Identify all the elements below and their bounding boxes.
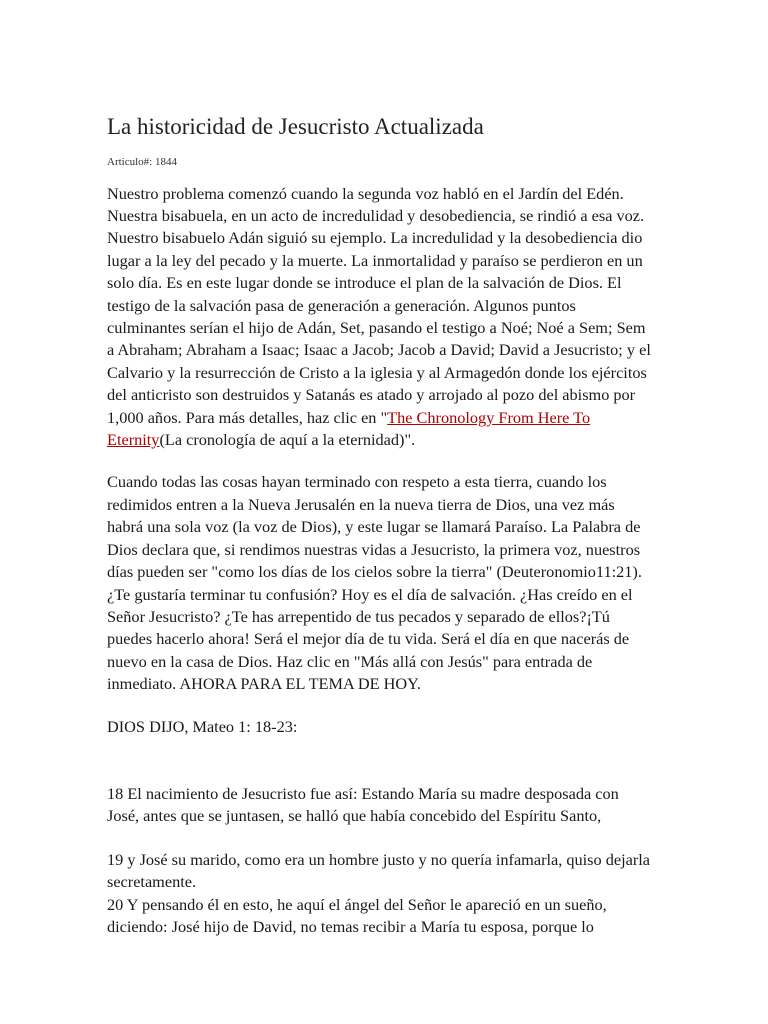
article-meta [107, 156, 652, 168]
paragraph-intro-text: Nuestro problema comenzó cuando la segunda voz habló en el Jardín del Edén. Nuestra bisabuela, en un acto de incredulidad y desobediencia, se rindió a esa voz. Nuestro bisabuelo Adán siguió su ejemplo. La incredulidad y la desobediencia dio lugar a la ley del pecado y la muerte. La inmortalidad y paraíso se perdieron en un solo día. Es en este lugar donde se introduce el plan de la salvación de Dios. El testigo de la salvación pasa de generación a generación. Algunos puntos culminantes serían el hijo de Adán, Set, pasando el testigo a Noé; Noé a Sem; Sem a Abraham; Abraham a Isaac; Isaac a Jacob; Jacob a David; David a Jesucristo; y el Calvario y la resurrección de Cristo a la iglesia y al Armagedón donde los ejércitos del anticristo son destruidos y Satanás es atado y arrojado al pozo del abismo por 1,000 años. Para más detalles, haz clic en " [107, 183, 651, 427]
paragraph-intro [107, 183, 652, 452]
paragraph-salvation: Cuando todas las cosas hayan terminado con respeto a esta tierra, cuando los redimidos entren a la Nueva Jerusalén en la nueva tierra de Dios, una vez más habrá una sola voz (la voz de Dios), y este lugar se llamará Paraíso. La Palabra de Dios declara que, si rendimos nuestras vidas a Jesucristo, la primera voz, nuestros días pueden ser "como los días de los cielos sobre la tierra" (Deuteronomio11:21). ¿Te gustaría terminar tu confusión? Hoy es el día de salvación. ¿Has creído en el Señor Jesucristo? ¿Te has arrepentido de tus pecados y separado de ellos?¡Tú puedes hacerlo ahora! Será el mejor día de tu vida. Será el día en que nacerás de nuevo en la casa de Dios. Haz clic en "Más allá con Jesús" para entrada de inmediato. AHORA PARA EL TEMA DE HOY. [107, 472, 642, 694]
scripture-reference: DIOS DIJO, Mateo 1: 18-23: [107, 716, 298, 736]
verse-20: 20 Y pensando él en esto, he aquí el ángel del Señor le apareció en un sueño, diciendo: José hijo de David, no temas recibir a María tu esposa, porque lo [107, 894, 607, 936]
chronology-link[interactable]: The Chronology From Here To Eternity [107, 407, 591, 450]
article-number-label: Articulo#: [107, 155, 153, 168]
article-number: 1844 [154, 155, 177, 168]
article-page [107, 113, 652, 938]
article-title: La historicidad de Jesucristo Actualizada [107, 114, 484, 139]
verse-18: 18 El nacimiento de Jesucristo fue así: Estando María su madre desposada con José, antes que se juntasen, se halló que había concebido del Espíritu Santo, [107, 783, 619, 826]
paragraph-intro-tail: (La cronología de aquí a la eternidad)". [159, 430, 416, 450]
verse-19: 19 y José su marido, como era un hombre justo y no quería infamarla, quiso dejarla secretamente. [107, 849, 651, 892]
